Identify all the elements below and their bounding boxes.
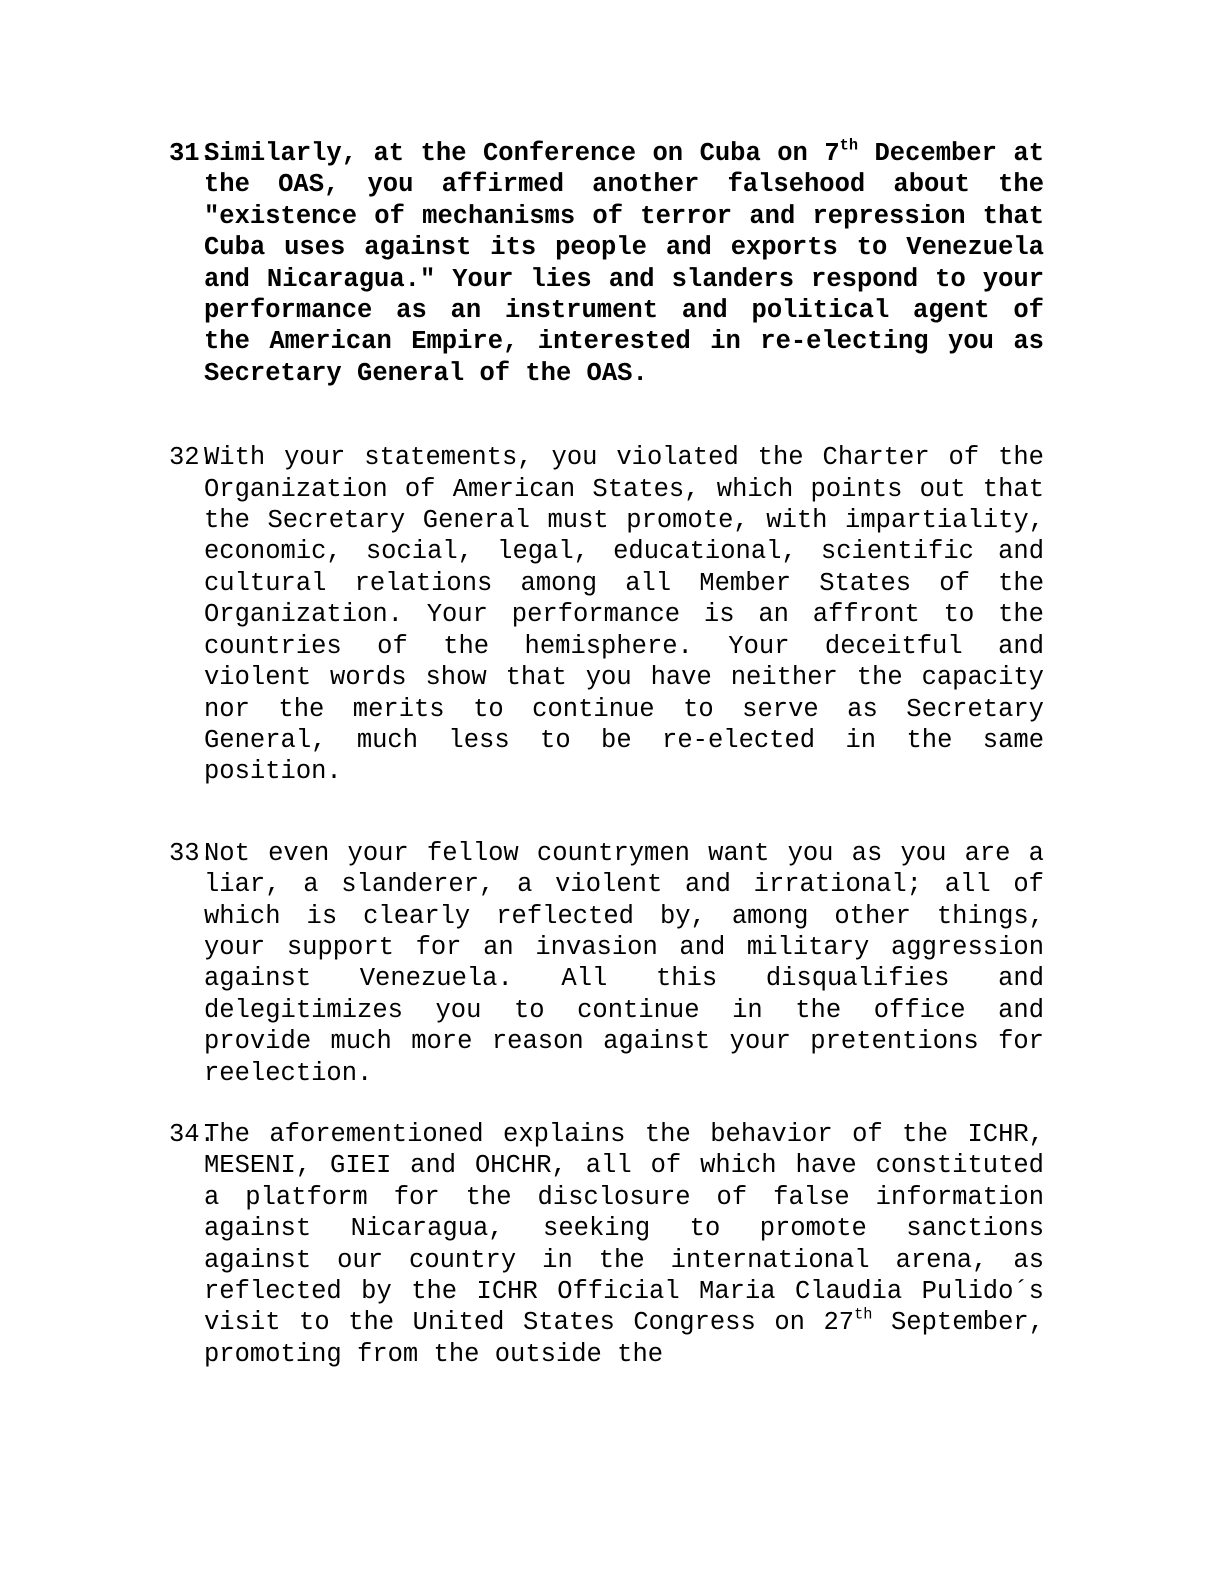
paragraph-text: The aforementioned explains the behavior of the ICHR, MESENI, GIEI and OHCHR, all of which have constituted a platform for the disclosure of false information against Nicaragua, seeking to promote sanctions against our country in the international arena, as reflected by the ICHR Official Maria Claudia Pulido´s visit to the United States Congress on 27 xyxy=(204,1119,1044,1338)
paragraph-34 xyxy=(169,1119,1044,1370)
paragraph-33 xyxy=(169,838,1044,1089)
document-page xyxy=(169,138,1044,1370)
paragraph-number: 34. xyxy=(169,1119,215,1149)
paragraph-text-continued: September, promoting from the outside the xyxy=(204,1308,1045,1369)
paragraph-32 xyxy=(169,442,1044,787)
ordinal-suffix: th xyxy=(854,1305,873,1324)
paragraph-number: 33. xyxy=(169,838,215,868)
paragraph-text-continued: December at the OAS, you affirmed another falsehood about the "existence of mechanisms of terror and repression that Cuba uses against its people and exports to Venezuela and Nicaragua." Your lies and slanders respond to your performance as an instrument and political agent of the American Empire, interested in re-electing you as Secretary General of the OAS. xyxy=(204,139,1044,388)
paragraph-number: 31. xyxy=(169,139,215,168)
paragraph-31 xyxy=(169,138,1044,389)
ordinal-suffix: th xyxy=(839,136,859,155)
paragraph-number: 32. xyxy=(169,443,215,473)
paragraph-text: With your statements, you violated the Charter of the Organization of American States, which points out that the Secretary General must promote, with impartiality, economic, social, legal, educational, scientific and cultural relations among all Member States of the Organization. Your performance is an affront to the countries of the hemisphere. Your deceitful and violent words show that you have neither the capacity nor the merits to continue to serve as Secretary General, much less to be re-elected in the same position. xyxy=(204,443,1044,787)
paragraph-text: Not even your fellow countrymen want you as you are a liar, a slanderer, a violent and irrational; all of which is clearly reflected by, among other things, your support for an invasion and military aggression against Venezuela. All this disqualifies and delegitimizes you to continue in the office and provide much more reason against your pretentions for reelection. xyxy=(204,838,1044,1088)
paragraph-text: Similarly, at the Conference on Cuba on 7 xyxy=(204,139,840,168)
